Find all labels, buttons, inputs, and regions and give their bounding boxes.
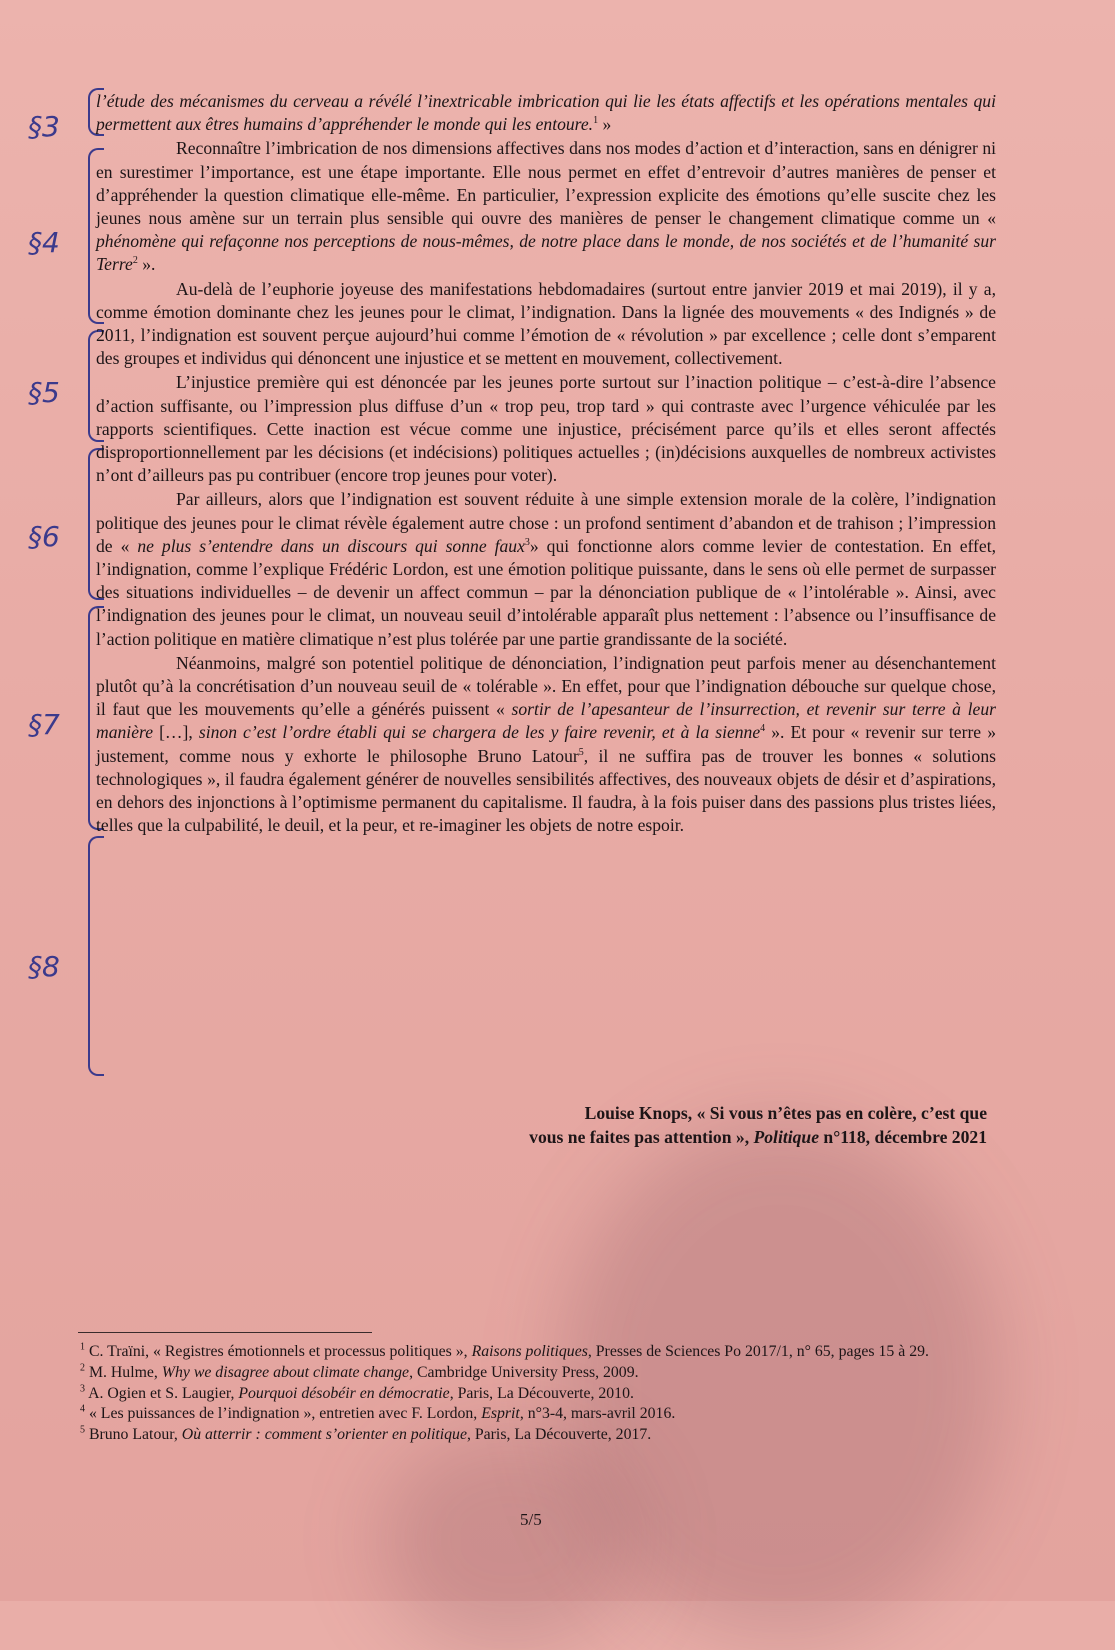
text: « Les puissances de l’indignation », entretien avec F. Lordon, <box>88 1405 482 1423</box>
footnote-number: 4 <box>80 1404 85 1416</box>
paragraph-8 <box>96 652 996 838</box>
quote: sinon c’est l’ordre établi qui se chargera de les y faire revenir, et à la sienne <box>198 722 761 743</box>
text: C. Traïni, « Registres émotionnels et processus politiques », <box>88 1343 472 1360</box>
text: , Paris, La Découverte, 2010. <box>449 1384 634 1402</box>
text: Why we disagree about climate change <box>161 1363 410 1381</box>
margin-annotation: §8 <box>28 950 60 983</box>
footnote-ref: 4 <box>760 723 766 735</box>
text: Néanmoins, malgré son potentiel politique de dénonciation, l’indignation peut parfois mener au désenchantement plutôt qu’à la concrétisation d’un nouveau seuil de « tolérable ». En effet, pour que l’indignation débouche sur quelque chose, il faut que les mouvements qu’elle a générés puissent « <box>96 652 996 720</box>
paragraph-3 <box>96 90 996 136</box>
footnote <box>80 1425 1000 1446</box>
footnote-number: 2 <box>80 1362 85 1374</box>
quote: ne plus s’entendre dans un discours qui sonne faux <box>137 535 525 556</box>
paragraph-6: L’injustice première qui est dénoncée par les jeunes porte surtout sur l’inaction politique – c’est-à-dire l’absence d’action suffisante, ou l’impression plus diffuse d’un « trop peu, trop tard » qui contraste avec l’urgence véhiculée par les rapports scientifiques. Cette inaction est vécue comme une injustice, précisément parce qu’ils et elles seront affectés disproportionnellement par les décisions (et indécisions) politiques actuelles ; (in)décisions auxquelles de nombreux activistes n’ont d’ailleurs pas pu contribuer (encore trop jeunes pour voter). <box>96 372 996 486</box>
footnote-ref: 2 <box>132 255 138 267</box>
footnote-ref: 1 <box>593 115 599 127</box>
text: » qui fonctionne alors comme levier de contestation. En effet, l’indignation, comme l’explique Frédéric Lordon, est une émotion politique puissante, dans le sens où elle permet de surpasser des situations individuelles – de devenir un affect commun – par la dénonciation publique de « l’intolérable ». Ainsi, avec l’indignation des jeunes pour le climat, un nouveau seuil d’intolérable apparaît plus nettement : l’absence ou l’insuffisance de l’action politique en matière climatique n’est plus tolérée par une partie grandissante de la société. <box>96 535 996 649</box>
text: ». Et pour « revenir sur terre » justement, comme nous y exhorte le philosophe Bruno Latour <box>96 722 996 766</box>
text: n°118, décembre 2021 <box>819 1127 987 1147</box>
text: Reconnaître l’imbrication de nos dimensions affectives dans nos modes d’action et d’interaction, sans en dénigrer ni en surestimer l’importance, est une étape importante. Elle nous permet en effet d’entrevoir d’autres manières de penser et d’appréhender la question climatique elle-même. En particulier, l’expression explicite des émotions qu’elle suscite chez les jeunes nous amène sur un terrain plus sensible qui ouvre des manières de penser le changement climatique comme un « <box>96 138 996 229</box>
text: Bruno Latour, <box>88 1426 182 1444</box>
text: , Cambridge University Press, 2009. <box>409 1363 639 1381</box>
quote: l’étude des mécanismes du cerveau a révélé l’inextricable imbrication qui lie les états affectifs et les opérations mentales qui permettent aux êtres humains d’appréhender le monde qui les entoure. <box>96 91 996 135</box>
text: Par ailleurs, alors que l’indignation est souvent réduite à une simple extension morale de la colère, l’indignation politique des jeunes pour le climat révèle également autre chose : un profond sentiment d’abandon et de trahison ; l’impression de « <box>96 489 996 556</box>
journal-title: Politique <box>753 1127 820 1147</box>
margin-annotation: §6 <box>28 520 60 553</box>
footnote <box>80 1363 1000 1384</box>
footnote-number: 5 <box>80 1424 85 1436</box>
text: Pourquoi désobéir en démocratie <box>238 1384 450 1402</box>
text: Raisons politiques <box>471 1343 588 1360</box>
source-line-2 <box>529 1125 987 1149</box>
text: » <box>598 114 612 135</box>
footnote-divider <box>78 1332 372 1333</box>
paragraph-7 <box>96 488 996 650</box>
margin-annotation: §7 <box>28 708 60 741</box>
footnote-number: 3 <box>80 1383 85 1395</box>
text: Où atterrir : comment s’orienter en politique <box>181 1426 467 1444</box>
margin-annotation: §5 <box>28 376 60 409</box>
text: ». <box>137 254 156 275</box>
footnote-ref: 3 <box>524 537 530 548</box>
paragraph-4 <box>96 137 996 276</box>
text: , Presses de Sciences Po 2017/1, n° 65, pages 15 à 29. <box>587 1343 929 1360</box>
text: , Paris, La Découverte, 2017. <box>466 1426 652 1444</box>
source-line-1: Louise Knops, « Si vous n’êtes pas en colère, c’est que <box>584 1103 987 1123</box>
footnote-number: 1 <box>80 1341 85 1353</box>
text: […], <box>153 722 199 743</box>
footnote <box>80 1404 1000 1425</box>
margin-bracket <box>88 836 104 1076</box>
text: , n°3-4, mars-avril 2016. <box>519 1405 676 1423</box>
paragraph-5: Au-delà de l’euphorie joyeuse des manifestations hebdomadaires (surtout entre janvier 2019 et mai 2019), il y a, comme émotion dominante chez les jeunes pour le climat, l’indignation. Dans la lignée des mouvements « des Indignés » de 2011, l’indignation est souvent perçue aujourd’hui comme l’émotion de « révolution » par excellence ; celle dont s’emparent des groupes et individus qui dénoncent une injustice et se mettent en mouvement, collectivement. <box>96 278 996 369</box>
margin-annotation: §3 <box>28 110 60 143</box>
footnote <box>80 1384 1000 1405</box>
text: , il ne suffira pas de trouver les bonnes « solutions technologiques », il faudra également générer de nouvelles sensibilités affectives, des nouveaux objets de désir et d’aspirations, en dehors des injonctions à l’optimisme permanent du capitalisme. Il faudra, à la fois puiser dans des passions plus tristes liées, telles que la culpabilité, le deuil, et la peur, et re-imaginer les objets de notre espoir. <box>96 745 996 836</box>
text: A. Ogien et S. Laugier, <box>88 1384 239 1402</box>
margin-annotation: §4 <box>28 226 60 259</box>
text: vous ne faites pas attention », <box>529 1127 754 1147</box>
quote: sortir de l’apesanteur de l’insurrection, et revenir sur terre à leur manière <box>96 699 996 743</box>
quote: phénomène qui refaçonne nos perceptions de nous-mêmes, de notre place dans le monde, de nos sociétés et de l’humanité sur Terre <box>96 231 996 275</box>
footnotes <box>80 1342 1000 1446</box>
article-body <box>96 90 996 839</box>
text: Esprit <box>481 1405 520 1423</box>
footnote-ref: 5 <box>578 746 584 758</box>
hand-shadow <box>380 1430 640 1650</box>
text: M. Hulme, <box>88 1363 162 1381</box>
footnote <box>80 1342 1000 1363</box>
page-number: 5/5 <box>520 1510 542 1529</box>
source-citation <box>529 1101 987 1149</box>
